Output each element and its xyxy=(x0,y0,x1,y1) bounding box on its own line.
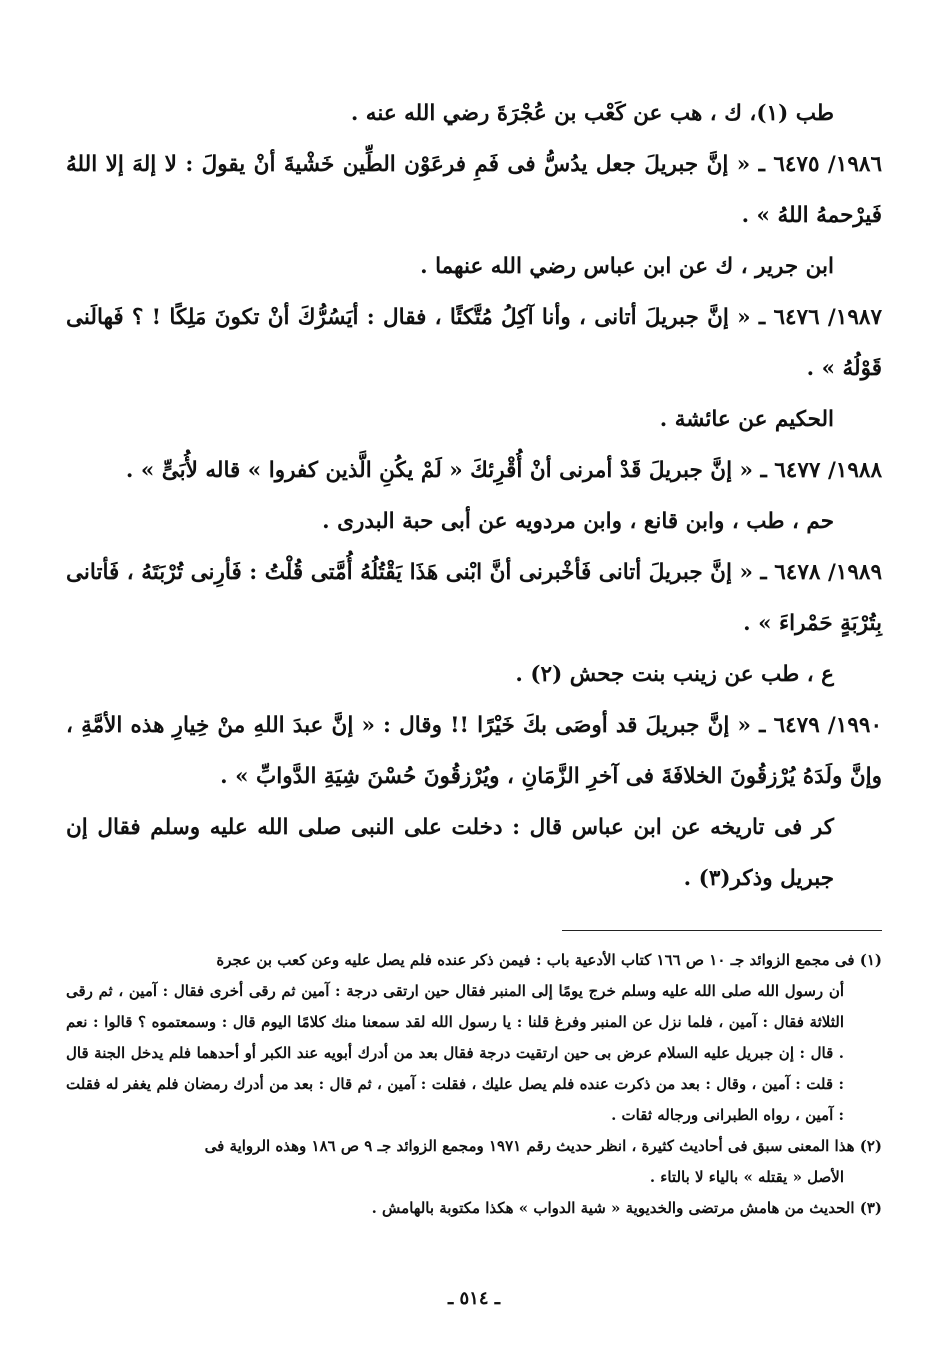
hadith-1990: ١٩٩٠/ ٦٤٧٩ ـ « إنَّ جبريلَ قد أوصَى بكَ خَيْرًا !! وقال : « إنَّ عبدَ اللهِ منْ خِيارِ هذه الأمَّةِ ، وإنَّ ولَدَهُ يُرْزقُونَ الخلافَةَ فى آخرِ الزَّمَانِ ، ويُرْزقُونَ حُسْنَ شِيَةِ الدَّوابِّ » . xyxy=(66,713,882,789)
source-1989: ع ، طب عن زينب بنت جحش (٢) . xyxy=(515,662,834,687)
footnote-1-head: (١) فى مجمع الزوائد جـ ١٠ ص ١٦٦ كتاب الأدعية باب : فيمن ذكر عنده فلم يصل عليه وعن كعب بن عجرة xyxy=(216,951,882,969)
footnote-2-head: (٢) هذا المعنى سبق فى أحاديث كثيرة ، انظر حديث رقم ١٩٧١ ومجمع الزوائد جـ ٩ ص ١٨٦ وهذه الرواية فى xyxy=(204,1137,882,1155)
source-line: طب (١)، ك ، هب عن كَعْب بن عُجْرَةَ رضي الله عنه . xyxy=(350,101,834,126)
source-1986: ابن جرير ، ك عن ابن عباس رضي الله عنهما . xyxy=(420,254,834,279)
hadith-1987: ١٩٨٧/ ٦٤٧٦ ـ « إنَّ جبريلَ أتانى ، وأنا آكِلُ مُتَّكئًا ، فقال : أيَسُرُّكَ أنْ تكونَ مَلِكًا ! ؟ فَهالَنى قَوْلُهُ » . xyxy=(66,305,882,381)
source-1990: كر فى تاريخه عن ابن عباس قال : دخلت على النبى صلى الله عليه وسلم فقال إن جبريل وذكر(٣) . xyxy=(66,815,834,891)
hadith-1988: ١٩٨٨/ ٦٤٧٧ ـ « إنَّ جبريلَ قَدْ أمرنى أنْ أُقْرِئكَ « لَمْ يكُنِ الَّذين كفروا » قاله لأُبَىٍّ » . xyxy=(125,458,882,483)
main-text xyxy=(66,88,882,904)
hadith-1989: ١٩٨٩/ ٦٤٧٨ ـ « إنَّ جبريلَ أتانى فَأخْبرنى أنَّ ابْنى هَذَا يَقْتُلُهُ أُمَّتى قُلْتُ : فَأرِنى تُرْبَتَهُ ، فَأتانى بِتُرْبَةٍ حَمْراءَ » . xyxy=(66,560,882,636)
source-1987: الحكيم عن عائشة . xyxy=(659,407,834,432)
footnote-separator xyxy=(562,930,882,931)
source-1988: حم ، طب ، وابن قانع ، وابن مردويه عن أبى حبة البدرى . xyxy=(322,509,834,534)
hadith-1986: ١٩٨٦/ ٦٤٧٥ ـ « إنَّ جبريلَ جعل يدُسُّ فى فَمِ فرعَوْن الطِّين خَشْيةَ أنْ يقولَ : لا إلهَ إلا اللهُ فَيرْحمهُ اللهُ » . xyxy=(66,152,882,228)
footnote-3: (٣) الحديث من هامش مرتضى والخديوية « شية الدواب » هكذا مكتوبة بالهامش . xyxy=(371,1199,882,1217)
page-number: ـ ٥١٤ ـ xyxy=(447,1288,501,1309)
footnote-2-body: الأصل « يقتله » بالياء لا بالتاء . xyxy=(649,1168,844,1186)
footnote-1-body: أن رسول الله صلى الله عليه وسلم خرج يومًا إلى المنبر فقال حين ارتقى درجة : آمين ثم رقى أخرى فقال : آمين ، ثم رقى الثلاثة فقال : آمين ، فلما نزل عن المنبر وفرغ قلنا : يا رسول الله لقد سمعنا منك كلامًا اليوم قال : وسمعتموه ؟ قالوا : نعم . قال : إن جبريل عليه السلام عرض بى حين ارتقيت درجة فقال بعد من أدرك أبويه عند الكبر أو أحدهما فلم يدخل الجنة قال : قلت : آمين ، وقال : بعد من ذكرت عنده فلم يصل عليك ، فقلت : آمين ، ثم قال : بعد من أدرك رمضان فلم يغفر له فقلت : آمين ، رواه الطبرانى ورجاله ثقات . xyxy=(66,982,844,1124)
footnotes xyxy=(66,945,882,1224)
